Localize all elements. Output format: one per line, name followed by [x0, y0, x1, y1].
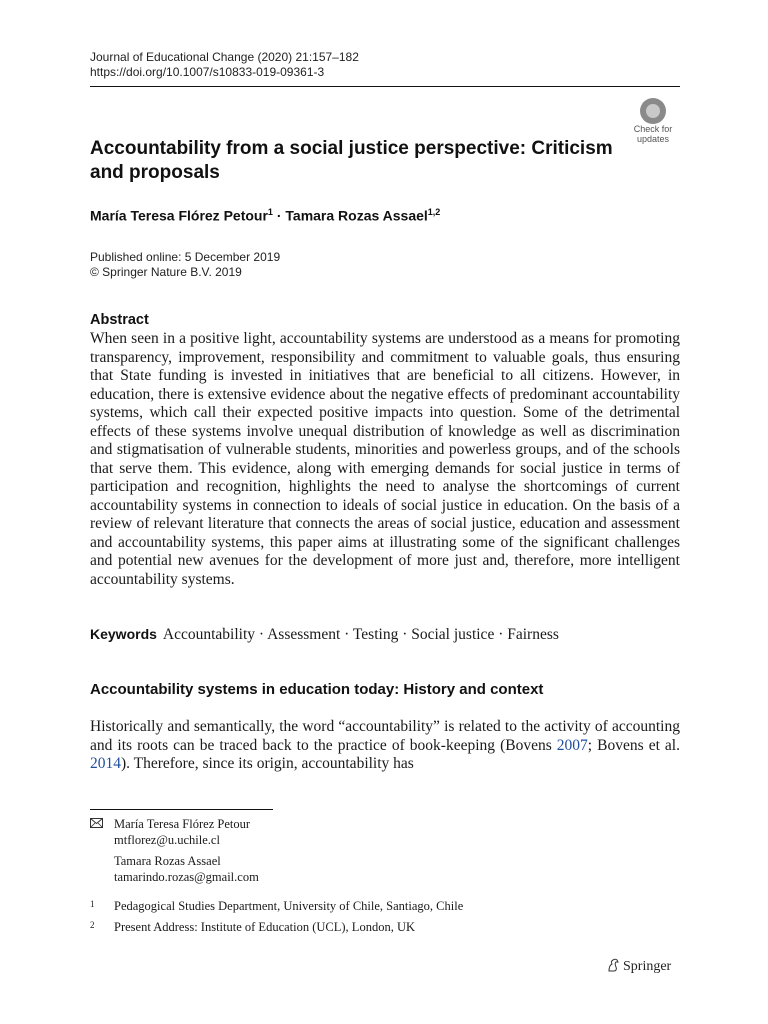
- journal-header: [90, 50, 359, 80]
- affiliation-text: Pedagogical Studies Department, University of Chile, Santiago, Chile: [114, 899, 464, 913]
- citation-link[interactable]: 2014: [90, 755, 121, 772]
- contact-name: María Teresa Flórez Petour: [114, 817, 250, 831]
- author-list: [90, 207, 440, 224]
- envelope-icon: [90, 817, 108, 833]
- affiliation-mark: 1: [90, 899, 95, 909]
- author-affiliation-mark: 1,2: [427, 207, 441, 217]
- published-date: Published online: 5 December 2019: [90, 250, 281, 264]
- body-text: ; Bovens et al.: [587, 736, 680, 754]
- contact-email[interactable]: mtflorez@u.uchile.cl: [114, 833, 220, 847]
- publisher-logo: [606, 958, 671, 975]
- header-rule: [90, 86, 680, 87]
- check-for-updates-icon: [640, 98, 666, 124]
- keywords: [90, 626, 559, 644]
- abstract-text: When seen in a positive light, accountability systems are understood as a means for promoting transparency, improvement, responsibility and commitment to valuable goals, thus ensuring that State funding is invested in initiatives that are beneficial to all citizens. However, in education, there is extensive evidence about the negative effects of predominant accountability systems, which call their expected positive impacts into question. Some of the detrimental effects of these systems involve unequal distribution of knowledge as well as discrimination and stigmatisation of vulnerable students, minorities and powerless groups, and of the schools that serve them. This evidence, along with emerging demands for social justice in terms of participation and recognition, highlights the need to analyse the shortcomings of current accountability systems in connection to ideals of social justice in education. On the basis of a review of relevant literature that connects the areas of social justice, education and assessment and accountability systems, this paper aims at illustrating some of the significant challenges and potential new avenues for the development of more just and, therefore, more intelligent accountability systems.: [90, 330, 680, 588]
- author-separator: ·: [272, 207, 286, 224]
- author-name[interactable]: María Teresa Flórez Petour: [90, 207, 268, 224]
- springer-horse-icon: [606, 958, 620, 972]
- publisher-name: Springer: [623, 959, 672, 974]
- author-name[interactable]: Tamara Rozas Assael: [285, 207, 428, 224]
- publication-info: [90, 250, 280, 280]
- affiliation-mark: 2: [90, 920, 95, 930]
- doi-link[interactable]: https://doi.org/10.1007/s10833-019-09361-3: [90, 65, 325, 79]
- footnote-rule: [90, 809, 273, 810]
- affiliation-text: Present Address: Institute of Education (UCL), London, UK: [114, 920, 415, 934]
- citation-link[interactable]: 2007: [556, 736, 588, 754]
- badge-line1: Check for: [633, 124, 673, 134]
- abstract-heading: Abstract: [90, 312, 149, 328]
- keywords-label: Keywords: [90, 626, 157, 642]
- contact-name: Tamara Rozas Assael: [114, 854, 221, 868]
- body-text: Historically and semantically, the word “accountability” is related to the activity of accounting and its roots can be traced back to the practice of book-keeping (Bovens: [90, 718, 680, 754]
- journal-citation: Journal of Educational Change (2020) 21:157–182: [90, 50, 359, 64]
- check-for-updates-badge[interactable]: [627, 98, 679, 142]
- article-title: Accountability from a social justice perspective: Criticism and proposals: [90, 138, 613, 183]
- body-text: ). Therefore, since its origin, accountability has: [121, 755, 414, 772]
- contact-email[interactable]: tamarindo.rozas@gmail.com: [114, 870, 259, 884]
- copyright: © Springer Nature B.V. 2019: [90, 265, 242, 279]
- badge-line2: updates: [636, 134, 670, 144]
- keywords-list: Accountability · Assessment · Testing · Social justice · Fairness: [162, 626, 559, 643]
- author-affiliation-mark: 1: [267, 207, 273, 217]
- section-body: [90, 718, 680, 774]
- section-heading: Accountability systems in education today: History and context: [90, 681, 544, 698]
